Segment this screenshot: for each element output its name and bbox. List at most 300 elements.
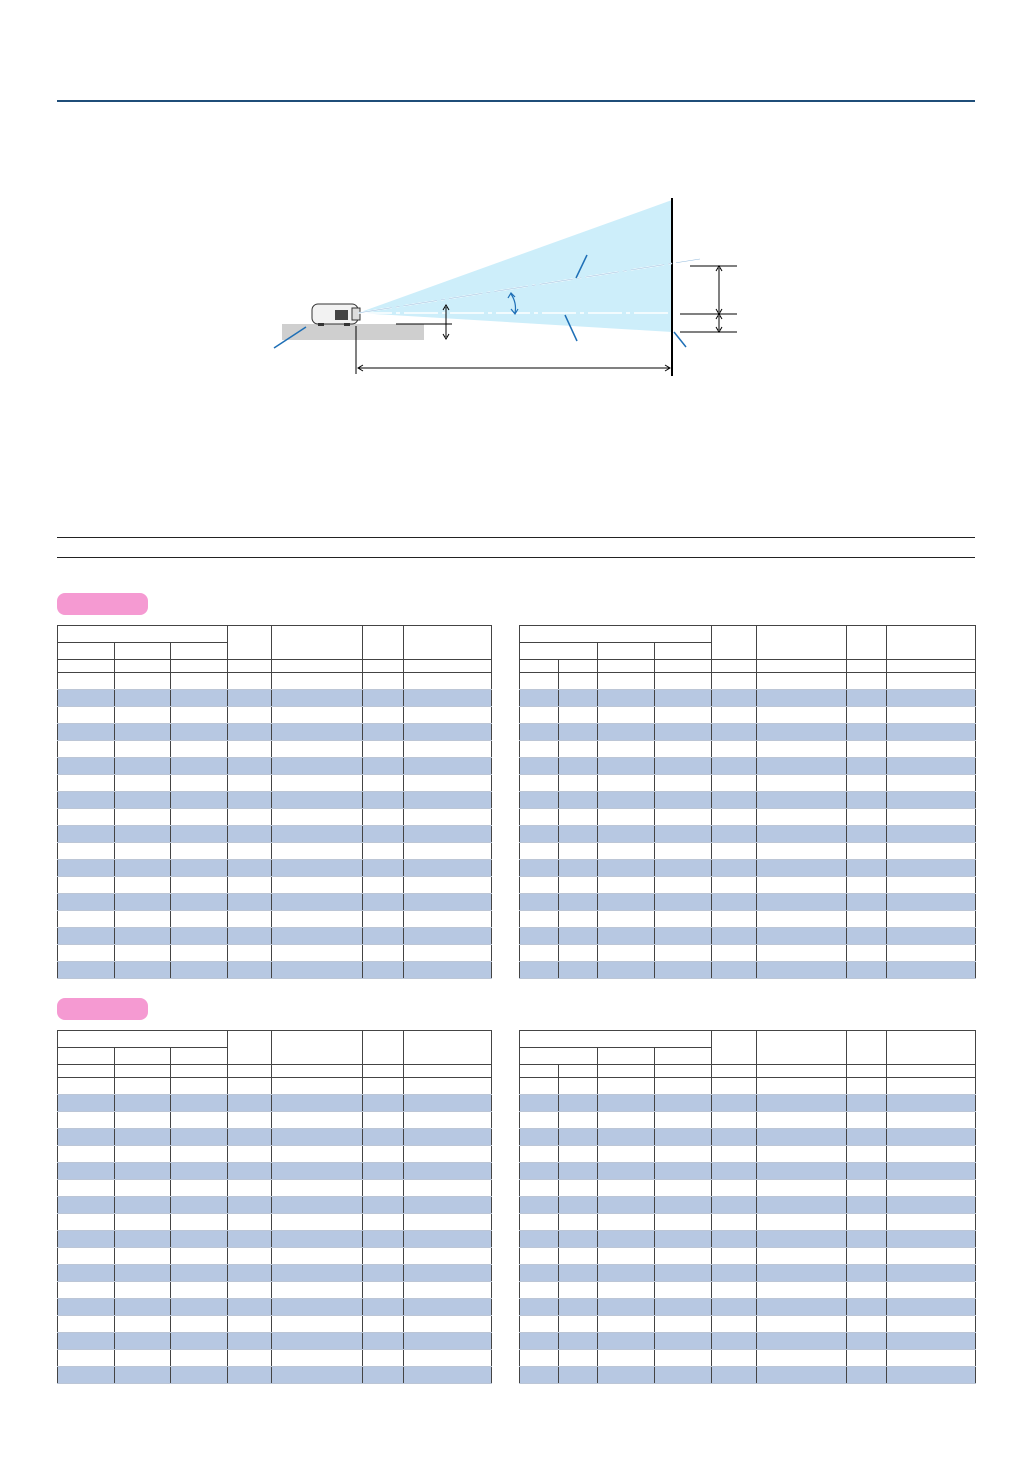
table-cell	[363, 843, 404, 860]
table-cell	[363, 1231, 404, 1248]
table-cell	[655, 1197, 712, 1214]
table-cell	[887, 1163, 976, 1180]
table-cell	[404, 1146, 492, 1163]
table-row	[58, 673, 492, 690]
table-unit-row	[58, 660, 492, 673]
table-cell	[712, 707, 757, 724]
table-cell	[363, 758, 404, 775]
table-row	[520, 1180, 976, 1197]
table-cell	[757, 945, 847, 962]
table-cell	[171, 1197, 228, 1214]
table-cell	[598, 962, 655, 979]
table-cell	[712, 673, 757, 690]
table-cell	[847, 690, 887, 707]
table-cell	[404, 826, 492, 843]
table-cell	[115, 1078, 171, 1095]
table-cell	[757, 1248, 847, 1265]
table-cell	[171, 860, 228, 877]
table-row	[58, 809, 492, 826]
table-cell	[115, 1197, 171, 1214]
table-cell	[712, 1350, 757, 1367]
table-cell	[757, 673, 847, 690]
table-cell	[887, 877, 976, 894]
table-cell	[363, 1112, 404, 1129]
table-cell	[115, 843, 171, 860]
table-cell	[887, 1180, 976, 1197]
table-cell	[712, 809, 757, 826]
table-cell	[757, 1180, 847, 1197]
table-cell	[171, 1350, 228, 1367]
table-cell	[115, 1316, 171, 1333]
projection-diagram	[0, 0, 1032, 420]
table-cell	[559, 775, 598, 792]
table-cell	[598, 1146, 655, 1163]
table-cell	[887, 1078, 976, 1095]
table-cell	[520, 1146, 559, 1163]
table-cell	[712, 826, 757, 843]
table-cell	[171, 1265, 228, 1282]
table-cell	[404, 1078, 492, 1095]
table-cell	[559, 792, 598, 809]
table-cell	[404, 1367, 492, 1384]
table-row	[58, 1231, 492, 1248]
table-row	[58, 1316, 492, 1333]
table-cell	[847, 792, 887, 809]
table-cell	[363, 1129, 404, 1146]
table-cell	[520, 1299, 559, 1316]
table-cell	[655, 1367, 712, 1384]
table-cell	[655, 962, 712, 979]
table-cell	[363, 690, 404, 707]
table-cell	[171, 1146, 228, 1163]
table-cell	[559, 894, 598, 911]
table-cell	[655, 741, 712, 758]
table-cell	[712, 1112, 757, 1129]
table-cell	[887, 1367, 976, 1384]
table-cell	[559, 741, 598, 758]
table-cell	[598, 1180, 655, 1197]
table-cell	[598, 741, 655, 758]
table-cell	[171, 911, 228, 928]
table-cell	[228, 826, 272, 843]
table-row	[58, 1129, 492, 1146]
table-cell	[712, 1146, 757, 1163]
table-row	[520, 1316, 976, 1333]
table-lower-left	[57, 1030, 492, 1384]
table-cell	[272, 1299, 363, 1316]
table-cell	[115, 758, 171, 775]
table-cell	[115, 673, 171, 690]
table-row	[520, 962, 976, 979]
table-cell	[171, 1316, 228, 1333]
table-cell	[757, 1316, 847, 1333]
table-cell	[887, 826, 976, 843]
table-cell	[272, 1180, 363, 1197]
table-cell	[272, 1095, 363, 1112]
table-cell	[559, 1333, 598, 1350]
table-cell	[655, 1112, 712, 1129]
table-cell	[655, 775, 712, 792]
table-cell	[847, 877, 887, 894]
table-cell	[363, 1299, 404, 1316]
table-cell	[404, 741, 492, 758]
table-cell	[363, 1180, 404, 1197]
table-cell	[228, 894, 272, 911]
table-cell	[363, 928, 404, 945]
table-cell	[58, 894, 115, 911]
table-cell	[887, 724, 976, 741]
table-cell	[520, 1333, 559, 1350]
leader-screen	[674, 332, 686, 347]
table-cell	[171, 928, 228, 945]
table-cell	[847, 1146, 887, 1163]
table-cell	[58, 1265, 115, 1282]
table-cell	[115, 707, 171, 724]
table-cell	[171, 1129, 228, 1146]
table-cell	[712, 928, 757, 945]
table-row	[520, 1078, 976, 1095]
table-cell	[228, 1129, 272, 1146]
table-cell	[655, 877, 712, 894]
table-cell	[404, 1197, 492, 1214]
table-cell	[520, 792, 559, 809]
table-cell	[520, 1367, 559, 1384]
table-cell	[559, 962, 598, 979]
table-cell	[598, 1248, 655, 1265]
table-cell	[559, 945, 598, 962]
table-cell	[598, 809, 655, 826]
table-cell	[559, 1197, 598, 1214]
table-row	[58, 1333, 492, 1350]
table-cell	[559, 724, 598, 741]
table-cell	[363, 945, 404, 962]
section-rule-bottom	[57, 557, 975, 558]
table-cell	[363, 894, 404, 911]
table-cell	[363, 1282, 404, 1299]
table-row	[520, 758, 976, 775]
table-cell	[598, 1163, 655, 1180]
table-cell	[171, 1163, 228, 1180]
table-cell	[559, 1129, 598, 1146]
table-cell	[272, 673, 363, 690]
table-cell	[363, 1248, 404, 1265]
table-cell	[228, 792, 272, 809]
table-cell	[228, 1112, 272, 1129]
table-cell	[228, 707, 272, 724]
table-cell	[559, 1265, 598, 1282]
table-cell	[363, 741, 404, 758]
table-cell	[58, 1129, 115, 1146]
table-cell	[598, 1367, 655, 1384]
table-cell	[272, 860, 363, 877]
table-cell	[404, 690, 492, 707]
table-row	[520, 673, 976, 690]
table-cell	[58, 1231, 115, 1248]
table-cell	[655, 928, 712, 945]
table-cell	[757, 792, 847, 809]
table-cell	[757, 1078, 847, 1095]
table-cell	[757, 724, 847, 741]
table-cell	[363, 877, 404, 894]
table-cell	[520, 1129, 559, 1146]
table-cell	[598, 758, 655, 775]
table-cell	[847, 1078, 887, 1095]
table-cell	[404, 962, 492, 979]
table-cell	[847, 1282, 887, 1299]
table-cell	[598, 1299, 655, 1316]
table-cell	[520, 1282, 559, 1299]
table-cell	[559, 911, 598, 928]
table-row	[520, 690, 976, 707]
table-cell	[272, 690, 363, 707]
table-cell	[404, 792, 492, 809]
table-cell	[847, 1367, 887, 1384]
table-row	[520, 826, 976, 843]
table-cell	[363, 1146, 404, 1163]
table-cell	[520, 741, 559, 758]
table-row	[58, 1299, 492, 1316]
table-cell	[887, 690, 976, 707]
table-row	[520, 1299, 976, 1316]
table-row	[520, 894, 976, 911]
table-cell	[520, 945, 559, 962]
table-row	[58, 741, 492, 758]
screen-dimensions	[680, 266, 737, 332]
table-row	[58, 843, 492, 860]
table-cell	[171, 1299, 228, 1316]
table-cell	[712, 945, 757, 962]
table-cell	[598, 775, 655, 792]
table-cell	[363, 1333, 404, 1350]
table-cell	[655, 1180, 712, 1197]
table-cell	[598, 1197, 655, 1214]
table-cell	[404, 1214, 492, 1231]
table-cell	[363, 724, 404, 741]
table-cell	[228, 1095, 272, 1112]
table-cell	[712, 1333, 757, 1350]
table-cell	[272, 1265, 363, 1282]
table-cell	[520, 1265, 559, 1282]
table-cell	[58, 1214, 115, 1231]
table-cell	[520, 1112, 559, 1129]
table-cell	[228, 1197, 272, 1214]
table-cell	[404, 1248, 492, 1265]
table-cell	[58, 707, 115, 724]
table-cell	[559, 1367, 598, 1384]
table-cell	[272, 1214, 363, 1231]
table-cell	[712, 1180, 757, 1197]
table-cell	[712, 758, 757, 775]
table-cell	[272, 928, 363, 945]
table-cell	[559, 1078, 598, 1095]
table-cell	[655, 1350, 712, 1367]
projector-icon	[312, 304, 360, 326]
table-cell	[404, 877, 492, 894]
table-cell	[847, 894, 887, 911]
table-cell	[228, 1248, 272, 1265]
table-cell	[404, 1299, 492, 1316]
table-cell	[847, 1112, 887, 1129]
table-cell	[887, 1231, 976, 1248]
table-header-row	[58, 626, 492, 643]
table-row	[58, 1265, 492, 1282]
table-cell	[228, 1299, 272, 1316]
table-row	[520, 1163, 976, 1180]
table-cell	[272, 1163, 363, 1180]
table-cell	[559, 758, 598, 775]
table-cell	[887, 1129, 976, 1146]
table-cell	[757, 877, 847, 894]
table-row	[520, 1214, 976, 1231]
table-cell	[228, 1265, 272, 1282]
table-cell	[757, 1146, 847, 1163]
table-cell	[757, 707, 847, 724]
table-cell	[559, 1112, 598, 1129]
table-cell	[887, 1214, 976, 1231]
table-cell	[115, 1163, 171, 1180]
table-cell	[712, 1248, 757, 1265]
table-row	[58, 877, 492, 894]
table-cell	[559, 1282, 598, 1299]
table-row	[58, 1078, 492, 1095]
table-row	[58, 1350, 492, 1367]
table-cell	[58, 775, 115, 792]
table-row	[520, 707, 976, 724]
table-cell	[58, 758, 115, 775]
table-cell	[58, 877, 115, 894]
table-cell	[757, 911, 847, 928]
table-row	[58, 860, 492, 877]
table-row	[58, 1282, 492, 1299]
table-cell	[847, 911, 887, 928]
table-cell	[520, 894, 559, 911]
table-header-row	[520, 626, 976, 643]
table-cell	[363, 792, 404, 809]
table-cell	[655, 1231, 712, 1248]
table-cell	[58, 1180, 115, 1197]
table-cell	[598, 911, 655, 928]
table-cell	[559, 1146, 598, 1163]
section-rule-top	[57, 537, 975, 538]
table-cell	[363, 1350, 404, 1367]
table-cell	[847, 1316, 887, 1333]
table-cell	[171, 877, 228, 894]
table-row	[58, 707, 492, 724]
table-cell	[559, 707, 598, 724]
table-cell	[363, 962, 404, 979]
table-cell	[887, 1248, 976, 1265]
table-cell	[559, 690, 598, 707]
table-cell	[404, 860, 492, 877]
table-cell	[887, 809, 976, 826]
table-cell	[655, 1265, 712, 1282]
table-cell	[655, 1146, 712, 1163]
table-cell	[598, 945, 655, 962]
table-header-row	[58, 1031, 492, 1048]
table-row	[58, 1112, 492, 1129]
table-cell	[847, 1197, 887, 1214]
table-cell	[228, 928, 272, 945]
table-cell	[655, 792, 712, 809]
table-cell	[887, 741, 976, 758]
table-cell	[757, 1367, 847, 1384]
table-cell	[887, 1197, 976, 1214]
table-cell	[559, 877, 598, 894]
table-cell	[887, 1265, 976, 1282]
table-row	[58, 690, 492, 707]
table-cell	[171, 758, 228, 775]
table-cell	[272, 945, 363, 962]
table-cell	[115, 741, 171, 758]
table-cell	[598, 894, 655, 911]
table-row	[520, 1197, 976, 1214]
table-cell	[655, 724, 712, 741]
table-cell	[655, 690, 712, 707]
table-cell	[171, 1333, 228, 1350]
table-cell	[655, 1282, 712, 1299]
table-cell	[58, 1367, 115, 1384]
table-unit-row	[520, 660, 976, 673]
table-cell	[712, 1078, 757, 1095]
table-cell	[228, 911, 272, 928]
table-cell	[115, 962, 171, 979]
table-cell	[404, 911, 492, 928]
table-cell	[520, 928, 559, 945]
table-cell	[228, 1282, 272, 1299]
table-row	[58, 724, 492, 741]
table-cell	[115, 1231, 171, 1248]
table-cell	[171, 843, 228, 860]
table-cell	[559, 1316, 598, 1333]
table-cell	[598, 690, 655, 707]
table-cell	[115, 1146, 171, 1163]
table-cell	[115, 1282, 171, 1299]
table-cell	[655, 707, 712, 724]
table-row	[520, 1333, 976, 1350]
table-cell	[363, 1197, 404, 1214]
table-cell	[58, 860, 115, 877]
table-row	[520, 792, 976, 809]
table-row	[520, 1095, 976, 1112]
table-cell	[757, 1282, 847, 1299]
table-cell	[404, 928, 492, 945]
table-cell	[655, 860, 712, 877]
table-cell	[712, 962, 757, 979]
table-row	[520, 1129, 976, 1146]
table-cell	[655, 1095, 712, 1112]
table-cell	[712, 775, 757, 792]
table-cell	[598, 1316, 655, 1333]
table-header-row	[520, 1031, 976, 1048]
table-row	[58, 775, 492, 792]
table-cell	[363, 826, 404, 843]
table-cell	[272, 877, 363, 894]
table-cell	[887, 945, 976, 962]
table-row	[58, 1180, 492, 1197]
table-cell	[115, 826, 171, 843]
table-cell	[272, 1146, 363, 1163]
table-cell	[115, 1214, 171, 1231]
table-cell	[404, 843, 492, 860]
table-cell	[598, 1112, 655, 1129]
table-cell	[404, 758, 492, 775]
table-cell	[655, 1248, 712, 1265]
table-cell	[847, 962, 887, 979]
table-cell	[847, 826, 887, 843]
table-cell	[520, 1316, 559, 1333]
table-cell	[58, 1163, 115, 1180]
table-cell	[404, 809, 492, 826]
